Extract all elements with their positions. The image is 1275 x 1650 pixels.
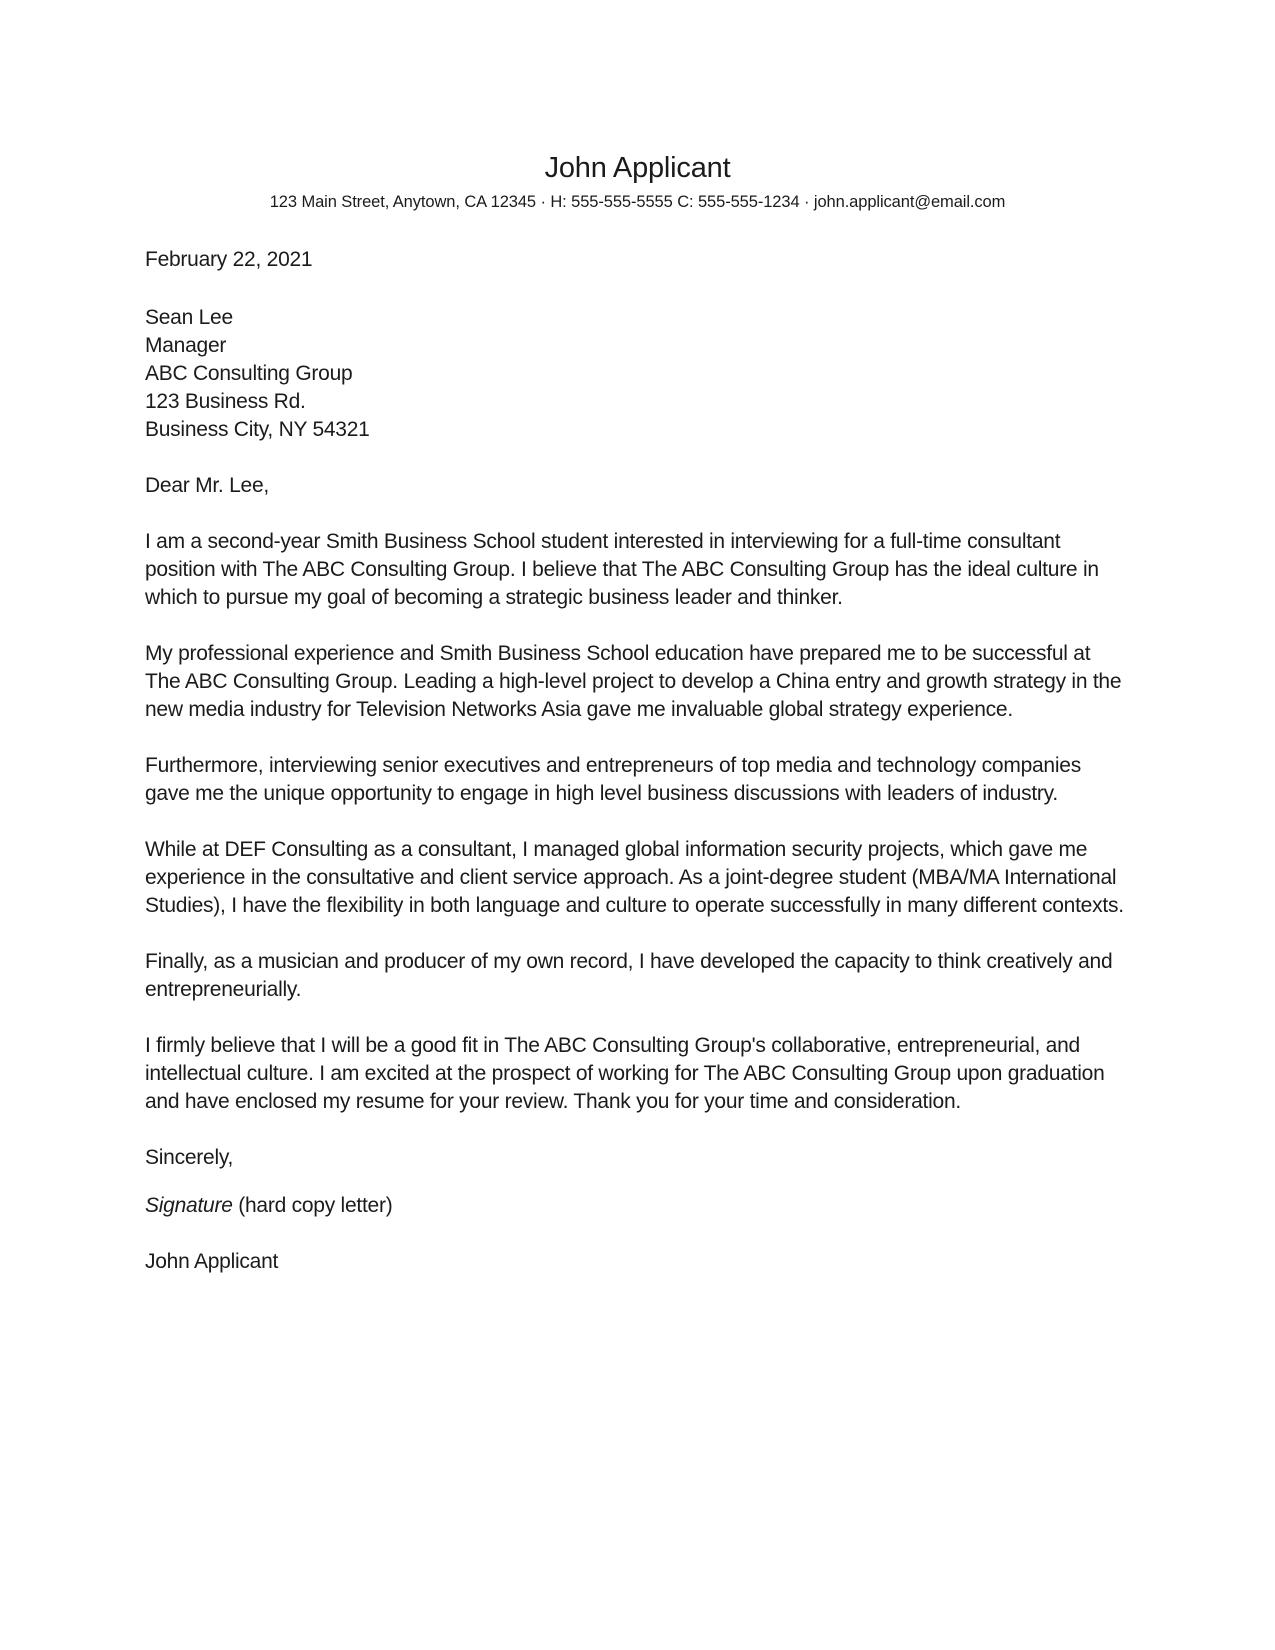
recipient-street: 123 Business Rd. [145, 390, 306, 413]
paragraph-experience: My professional experience and Smith Business School education have prepared me to be successful at The ABC Consulting Group. Leading a high-level project to develop a China entry and growth strategy in the new media industry for Television Networks Asia gave me invaluable global strategy experience. [145, 642, 1122, 721]
recipient-company: ABC Consulting Group [145, 362, 353, 385]
paragraph-intro: I am a second-year Smith Business School student interested in interviewing for a full-time consultant position with The ABC Consulting Group. I believe that The ABC Consulting Group has the ideal culture in which to pursue my goal of becoming a strategic business leader and thinker. [145, 530, 1099, 609]
recipient-title: Manager [145, 334, 227, 357]
contact-info-line: 123 Main Street, Anytown, CA 12345 · H: 555-555-5555 C: 555-555-1234 · john.applicant@email.com [269, 193, 1006, 211]
salutation: Dear Mr. Lee, [145, 474, 269, 497]
signer-name: John Applicant [145, 1250, 279, 1273]
signature-note: (hard copy letter) [232, 1194, 393, 1217]
paragraph-musician: Finally, as a musician and producer of my own record, I have developed the capacity to think creatively and entrepreneurially. [145, 950, 1113, 1001]
paragraph-closing-fit: I firmly believe that I will be a good fit in The ABC Consulting Group's collaborative, entrepreneurial, and intellectual culture. I am excited at the prospect of working for The ABC Consulting Group upon graduation and have enclosed my resume for your review. Thank you for your time and consideration. [145, 1034, 1105, 1113]
recipient-city: Business City, NY 54321 [145, 418, 370, 441]
signature-placeholder: Signature [145, 1194, 233, 1217]
closing-salutation: Sincerely, [145, 1146, 234, 1169]
paragraph-interviews: Furthermore, interviewing senior executives and entrepreneurs of top media and technology companies gave me the unique opportunity to engage in high level business discussions with leaders of industry. [145, 754, 1081, 805]
letter-date: February 22, 2021 [145, 248, 313, 271]
recipient-address-block [145, 304, 1130, 444]
signature-line [145, 1192, 1130, 1220]
letter-content [145, 150, 1130, 1276]
recipient-name: Sean Lee [145, 306, 233, 329]
applicant-name-heading: John Applicant [544, 152, 731, 184]
paragraph-def-consulting: While at DEF Consulting as a consultant, I managed global information security projects, which gave me experience in the consultative and client service approach. As a joint-degree student (MBA/MA International Studies), I have the flexibility in both language and culture to operate successfully in many different contexts. [145, 838, 1124, 917]
